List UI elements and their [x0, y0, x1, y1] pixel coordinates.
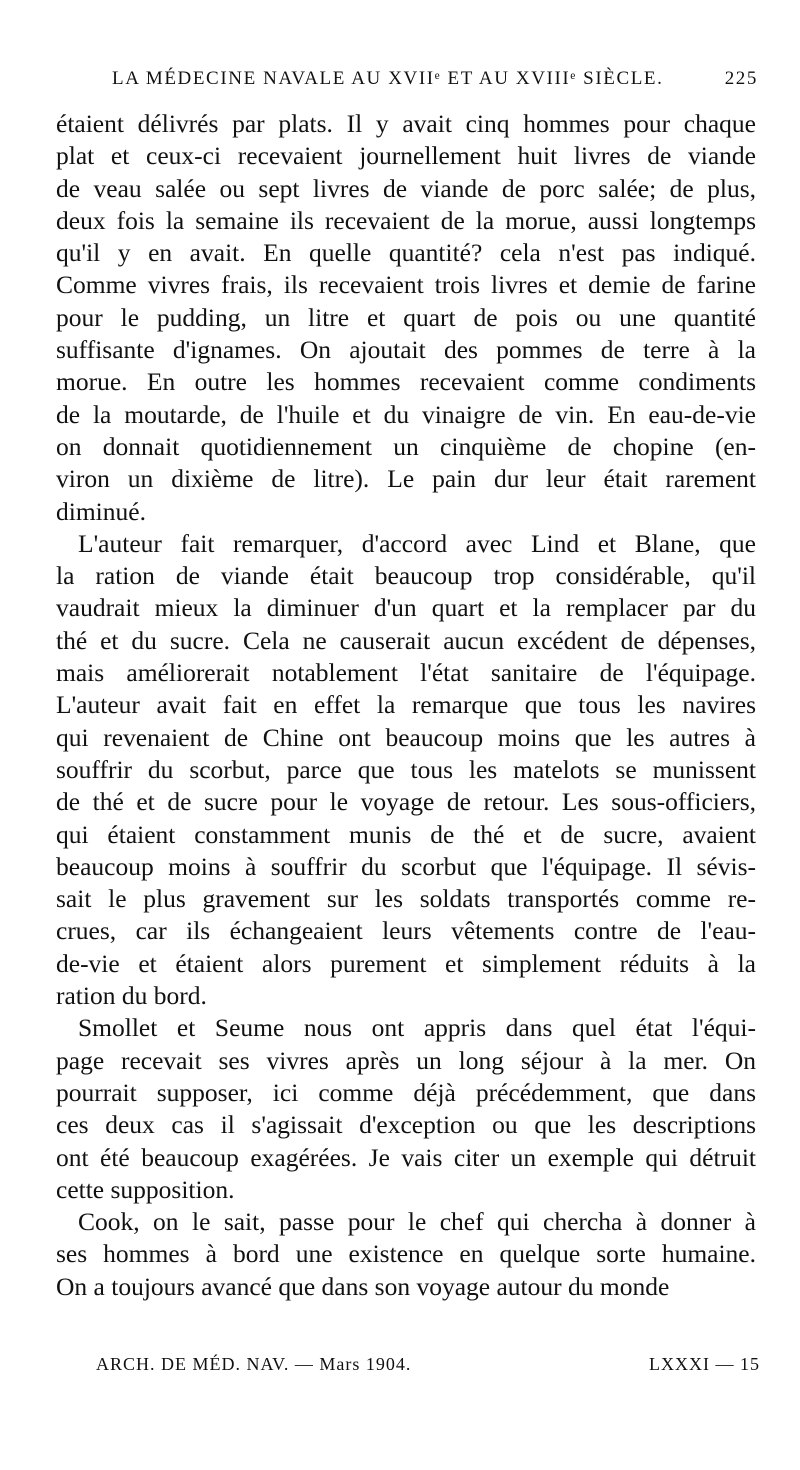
text-line: thé et du sucre. Cela ne causerait aucun excédent de dépenses,: [56, 625, 756, 655]
page-number: 225: [724, 68, 758, 89]
text-line: L'auteur fait remarquer, d'accord avec Lind et Blane, que: [78, 528, 756, 558]
folio-footer: [96, 1354, 760, 1375]
text-line: plat et ceux-ci recevaient journellement huit livres de viande: [56, 141, 756, 171]
signature-mark: LXXXI — 15: [649, 1354, 760, 1374]
text-line: sait le plus gravement sur les soldats transportés comme re-: [56, 884, 756, 914]
text-line: On a toujours avancé que dans son voyage autour du monde: [56, 1271, 670, 1301]
text-line: deux fois la semaine ils recevaient de la morue, aussi longtemps: [56, 205, 756, 235]
text-line: L'auteur avait fait en effet la remarque que tous les navires: [56, 690, 756, 720]
text-line: Smollet et Seume nous ont appris dans quel état l'équi-: [78, 1013, 756, 1043]
text-line: Cook, on le sait, passe pour le chef qui chercha à donner à: [78, 1207, 756, 1237]
text-line: morue. En outre les hommes recevaient comme condiments: [56, 367, 756, 397]
body-text: [56, 108, 756, 1303]
text-line: diminué.: [56, 496, 146, 526]
text-line: suffisante d'ignames. On ajoutait des pommes de terre à la: [56, 335, 756, 365]
text-line: on donnait quotidiennement un cinquième de chopine (en-: [56, 431, 756, 461]
text-line: cette supposition.: [56, 1174, 235, 1204]
text-line: viron un dixième de litre). Le pain dur leur était rarement: [56, 464, 756, 494]
text-line: étaient délivrés par plats. Il y avait cinq hommes pour chaque: [56, 109, 756, 138]
text-line: Comme vivres frais, ils recevaient trois livres et demie de farine: [56, 270, 756, 300]
text-line: pour le pudding, un litre et quart de pois ou une quantité: [56, 302, 756, 332]
text-line: de veau salée ou sept livres de viande de porc salée; de plus,: [56, 173, 756, 203]
text-line: qu'il y en avait. En quelle quantité? cela n'est pas indiqué.: [56, 238, 756, 268]
text-line: ces deux cas il s'agissait d'exception ou que les descriptions: [56, 1110, 756, 1140]
text-line: pourrait supposer, ici comme déjà précédemment, que dans: [56, 1077, 756, 1107]
text-line: de la moutarde, de l'huile et du vinaigre de vin. En eau-de-vie: [56, 399, 756, 429]
text-line: qui revenaient de Chine ont beaucoup moins que les autres à: [56, 722, 756, 752]
text-line: la ration de viande était beaucoup trop considérable, qu'il: [56, 561, 756, 591]
text-line: de thé et de sucre pour le voyage de retour. Les sous-officiers,: [56, 787, 756, 817]
text-line: mais améliorerait notablement l'état sanitaire de l'équipage.: [56, 658, 756, 688]
text-line: ses hommes à bord une existence en quelque sorte humaine.: [56, 1239, 756, 1269]
text-line: ration du bord.: [56, 981, 207, 1011]
text-line: de-vie et étaient alors purement et simplement réduits à la: [56, 948, 756, 978]
text-line: beaucoup moins à souffrir du scorbut que l'équipage. Il sévis-: [56, 851, 756, 881]
text-line: ont été beaucoup exagérées. Je vais citer un exemple qui détruit: [56, 1142, 756, 1172]
running-head-title: LA MÉDECINE NAVALE AU XVIIᵉ ET AU XVIIIᵉ SIÈCLE.: [112, 68, 664, 89]
text-line: souffrir du scorbut, parce que tous les matelots se munissent: [56, 754, 756, 784]
text-line: crues, car ils échangeaient leurs vêtements contre de l'eau-: [56, 916, 756, 946]
text-line: vaudrait mieux la diminuer d'un quart et la remplacer par du: [56, 593, 756, 623]
text-line: page recevait ses vivres après un long séjour à la mer. On: [56, 1045, 756, 1075]
text-line: qui étaient constamment munis de thé et de sucre, avaient: [56, 819, 756, 849]
running-head: [112, 68, 758, 90]
journal-reference: ARCH. DE MÉD. NAV. — Mars 1904.: [96, 1354, 412, 1374]
